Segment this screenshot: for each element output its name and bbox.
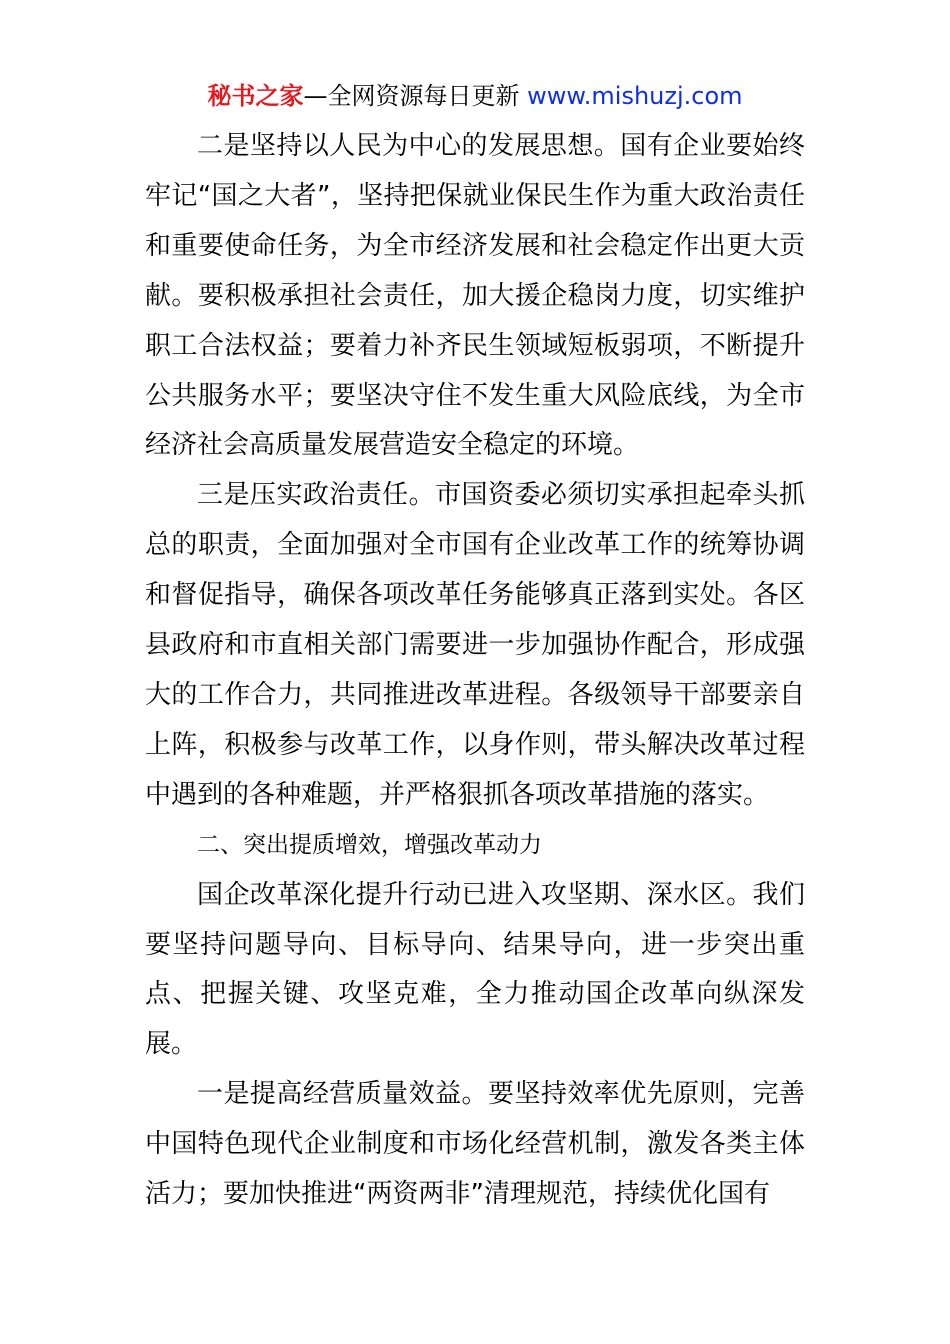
paragraph: 三是压实政治责任。市国资委必须切实承担起牵头抓总的职责，全面加强对全市国有企业改革工作的统筹协调和督促指导，确保各项改革任务能够真正落到实处。各区县政府和市直相关部门需要进一步加强协作配合，形成强大的工作合力，共同推进改革进程。各级领导干部要亲自上阵，积极参与改革工作，以身作则，带头解决改革过程中遇到的各种难题，并严格狠抓各项改革措施的落实。: [145, 480, 805, 810]
brand-name: 秘书之家: [207, 82, 304, 110]
paragraph: 二是坚持以人民为中心的发展思想。国有企业要始终牢记“国之大者”，坚持把保就业保民生作为重大政治责任和重要使命任务，为全市经济发展和社会稳定作出更大贡献。要积极承担社会责任，加大援企稳岗力度，切实维护职工合法权益；要着力补齐民生领域短板弱项，不断提升公共服务水平；要坚决守住不发生重大风险底线，为全市经济社会高质量发展营造安全稳定的环境。: [145, 131, 805, 461]
paragraph: 国企改革深化提升行动已进入攻坚期、深水区。我们要坚持问题导向、目标导向、结果导向，进一步突出重点、把握关键、攻坚克难，全力推动国企改革向纵深发展。: [145, 879, 805, 1060]
site-url[interactable]: www.mishuzj.com: [519, 82, 743, 110]
header-slogan: —全网资源每日更新: [303, 82, 520, 110]
page-header: [0, 78, 950, 114]
section-heading: 二、突出提质增效，增强改革动力: [197, 831, 542, 858]
paragraph: 一是提高经营质量效益。要坚持效率优先原则，完善中国特色现代企业制度和市场化经营机制，激发各类主体活力；要加快推进“两资两非”清理规范，持续优化国有: [145, 1079, 805, 1210]
document-body: [145, 122, 805, 1220]
